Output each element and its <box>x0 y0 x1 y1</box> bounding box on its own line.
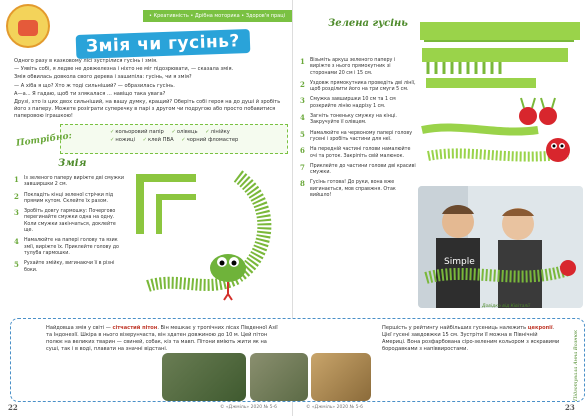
step-text: Загніть тоненьку смужку на кінці. Закручуйте її олівцем. <box>310 114 397 126</box>
step-number: 1 <box>300 57 305 66</box>
step-text: Покладіть кінці зеленої стрічки під прямим кутом. Склейте їх разом. <box>24 192 114 204</box>
step-text: Зробіть довгу гармошку: Почергово перегинайте смужки одна на одну. Коли смужки закінчаться, доклейте ще. <box>24 209 116 234</box>
magazine-logo <box>6 4 50 48</box>
author-note: Довідка від Ківіталії <box>482 304 530 309</box>
step-text: Намалюйте на папері голову та язик змії, виріжте їх. Приклейте голову до тулуба гармошки. <box>24 238 119 256</box>
snake-section-title: Змія <box>58 158 87 169</box>
caterpillar-section-title: Зелена гусінь <box>328 18 408 29</box>
cecropia-photo <box>311 353 371 401</box>
intro-paragraph: Змія обвилась довкола свого дерева і зашипіла: гусінь, чи я змія? <box>14 74 192 81</box>
python-fact-text: Найдовша змія у світі — сітчастий пітон. Він мешкає у тропічних лісах Південної Азії та Індонезії. Шкіра в нього візерунчаста, він здатен довжиною до 10 м. Цей пітон полює на великих тварин — свиней, собак, кіз та мавп. Пітони вміють жити як на суші, так і в воді, плавати на значні відстані. <box>46 325 278 353</box>
intro-paragraph: — А хіба я що? Хто ж тоді сильніший? — образилась гусінь. <box>14 82 175 89</box>
page-number-left: 22 <box>8 403 18 412</box>
caterpillar-fact-text: Першість у рейтингу найбільших гусениць належить цекропії. Цієї гусені завдовжки 15 см. Зустріти її можна в Північній Америці. Вона розфарбована сіро-зеленим кольором з яскравими бородавками з напіввиростами. <box>382 325 560 353</box>
material-item: ✓ клей ПВА <box>143 136 174 144</box>
step-item <box>14 261 124 274</box>
intro-paragraph: — Уявіть собі, я ледве не довжелезна і ніхто не міг підозрювати, — сказала змія. <box>14 66 234 73</box>
step-item <box>300 97 416 110</box>
step-number: 1 <box>14 175 19 184</box>
python-fact <box>46 325 278 353</box>
step-text: На передній частині голови намалюйте очі та роток. Закріпіть свій малюнок. <box>310 147 411 159</box>
step-text: Візьміть аркуш зеленого паперу і виріжте з нього прямокутник зі сторонами 20 см і 15 см. <box>310 58 396 76</box>
step-number: 5 <box>14 260 19 270</box>
page-title: Змія чи гусінь? <box>76 29 251 59</box>
step-number: 7 <box>300 162 305 172</box>
step-text: Приклейте до частини голови дві красиві смужки. <box>310 163 416 176</box>
step-number: 4 <box>300 113 305 123</box>
caterpillar-photo <box>250 353 308 401</box>
step-item <box>300 164 416 177</box>
footer-left: © «Джміль» 2020 № 5-6 <box>220 405 277 410</box>
intro-paragraph: Друзі, хто із цих двох сильніший, на вашу думку, кращий? Оберіть собі героя на до душі й зробіть його з паперу. Можете розіграти суперечку в парі з другом чи подругою або просто побавитися паперовою іграшкою! <box>14 99 281 120</box>
step-item <box>14 209 124 234</box>
caterpillar-steps-photo <box>418 96 583 182</box>
green-paper-strips-photo <box>418 18 583 94</box>
rubric-bar: • Креативність • Дрібна моторика • Здоров'я праці <box>143 10 293 22</box>
material-item: ✓ олівець <box>171 128 197 136</box>
step-item <box>300 81 416 94</box>
caterpillar-fact <box>382 325 562 353</box>
snake-steps <box>14 176 124 278</box>
step-text: Уздовж прямокутника проведіть дві лінії, щоб розділити його на три смуги 5 см. <box>310 80 416 93</box>
step-item <box>300 180 416 199</box>
children-with-caterpillar-photo <box>418 186 583 308</box>
step-text: Із зеленого паперу виріжте дві смужки завширшки 2 см. <box>24 176 124 188</box>
intro-paragraph: А—а... Я гадаю, щоб ти злякалася ... навіщо така увага? <box>14 90 166 97</box>
page-number-right: 23 <box>565 403 575 412</box>
step-item <box>14 176 124 189</box>
step-item <box>300 114 416 127</box>
python-photo <box>162 353 246 401</box>
step-number: 4 <box>14 237 19 247</box>
paper-snake-photo <box>128 166 288 308</box>
step-item <box>300 131 416 144</box>
caterpillar-steps <box>300 58 416 203</box>
step-item <box>14 193 124 206</box>
step-number: 5 <box>300 129 305 139</box>
intro-paragraph: Одного разу в казковому лісі зустрілися гусінь і змія. <box>14 58 158 64</box>
svg-text:Simple: Simple <box>444 257 475 267</box>
step-text: Намалюйте на червоному папері голову гусені і зробіть частини для неї. <box>310 130 413 142</box>
step-item <box>300 147 416 160</box>
step-item <box>14 238 124 257</box>
highlight-term: цекропії <box>527 325 553 331</box>
step-number: 3 <box>300 96 305 106</box>
step-number: 2 <box>14 191 19 201</box>
credit-vertical: Підготувала Анна Вознюк <box>573 330 579 401</box>
step-text: Рухайте змійку, вигинаючи її в різні боки. <box>24 261 115 273</box>
step-item <box>300 58 416 77</box>
material-item: ✓ лінійку <box>205 128 230 136</box>
footer-right: © «Джміль» 2020 № 5-6 <box>306 405 363 410</box>
material-item: ✓ чорний фломастер <box>181 136 238 144</box>
step-number: 3 <box>14 208 19 218</box>
materials-list <box>110 128 280 144</box>
materials-label: Потрібно: <box>15 131 73 149</box>
step-number: 8 <box>300 179 305 189</box>
intro-text <box>14 58 284 122</box>
material-item: ✓ ножиці <box>110 136 135 144</box>
step-text: Гусінь готова! До руки, вона вже вигинається, мов справжня. Отак вийшло! <box>310 180 396 199</box>
highlight-term: сітчастий пітон <box>112 325 158 331</box>
step-text: Смужка завширшки 10 см та 1 см розкрийте лінію надрізу 1 см. <box>310 97 396 109</box>
step-number: 6 <box>300 146 305 156</box>
material-item: ✓ кольоровий папір <box>110 128 164 136</box>
step-number: 2 <box>300 79 305 89</box>
